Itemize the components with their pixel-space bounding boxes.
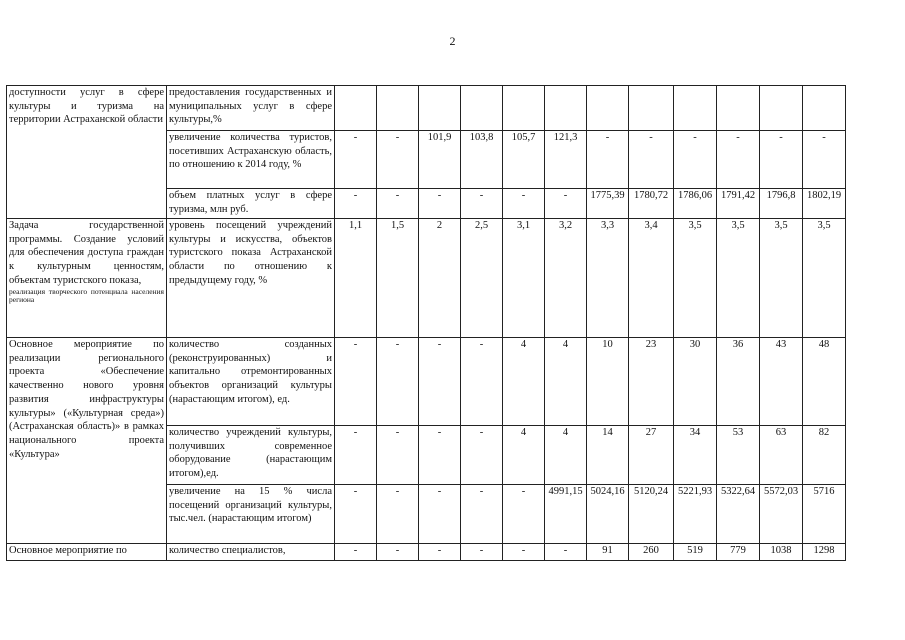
value-cell: 4 bbox=[503, 338, 545, 426]
value-cell: 103,8 bbox=[461, 131, 503, 189]
value-cell: - bbox=[419, 426, 461, 485]
value-cell: - bbox=[760, 131, 803, 189]
value-cell: 27 bbox=[629, 426, 674, 485]
value-cell: - bbox=[335, 544, 377, 561]
value-cell bbox=[335, 86, 377, 131]
value-cell: 5120,24 bbox=[629, 485, 674, 544]
value-cell: - bbox=[419, 544, 461, 561]
indicator-cell: увеличение количества туристов, посетивших Астраханскую область, по отношению к 2014 году, % bbox=[167, 131, 335, 189]
value-cell: 5716 bbox=[803, 485, 846, 544]
value-cell: 2,5 bbox=[461, 219, 503, 338]
value-cell bbox=[377, 86, 419, 131]
value-cell: - bbox=[803, 131, 846, 189]
value-cell: - bbox=[461, 426, 503, 485]
value-cell: 1298 bbox=[803, 544, 846, 561]
table-row bbox=[7, 86, 846, 131]
value-cell: 779 bbox=[717, 544, 760, 561]
value-cell: - bbox=[335, 338, 377, 426]
value-cell: 1780,72 bbox=[629, 189, 674, 219]
value-cell: - bbox=[545, 189, 587, 219]
value-cell: 1796,8 bbox=[760, 189, 803, 219]
value-cell: 4991,15 bbox=[545, 485, 587, 544]
table-row bbox=[7, 338, 846, 426]
table-row bbox=[7, 219, 846, 338]
indicator-cell: количество созданных (реконструированных) и капитально отремонтированных объектов организаций культуры (нарастающим итогом), ед. bbox=[167, 338, 335, 426]
indicator-cell: объем платных услуг в сфере туризма, млн руб. bbox=[167, 189, 335, 219]
value-cell: 2 bbox=[419, 219, 461, 338]
goal-cell bbox=[7, 219, 167, 338]
value-cell bbox=[503, 86, 545, 131]
value-cell: 3,5 bbox=[674, 219, 717, 338]
value-cell: - bbox=[545, 544, 587, 561]
value-cell: - bbox=[717, 131, 760, 189]
page-number: 2 bbox=[449, 34, 456, 48]
value-cell: - bbox=[587, 131, 629, 189]
value-cell: 3,5 bbox=[717, 219, 760, 338]
value-cell: 260 bbox=[629, 544, 674, 561]
value-cell: 3,5 bbox=[760, 219, 803, 338]
value-cell: - bbox=[377, 131, 419, 189]
value-cell: - bbox=[419, 189, 461, 219]
value-cell: - bbox=[335, 189, 377, 219]
indicator-cell: увеличение на 15 % числа посещений организаций культуры, тыс.чел. (нарастающим итогом) bbox=[167, 485, 335, 544]
value-cell: - bbox=[377, 189, 419, 219]
value-cell: - bbox=[503, 544, 545, 561]
value-cell: 1,5 bbox=[377, 219, 419, 338]
value-cell: 4 bbox=[545, 426, 587, 485]
value-cell: - bbox=[377, 544, 419, 561]
value-cell: 14 bbox=[587, 426, 629, 485]
value-cell: 105,7 bbox=[503, 131, 545, 189]
indicator-cell: уровень посещений учреждений культуры и искусства, объектов туристского показа Астраханской области по отношению к предыдущему году, % bbox=[167, 219, 335, 338]
indicator-cell: количество специалистов, bbox=[167, 544, 335, 561]
indicators-table bbox=[6, 85, 846, 561]
value-cell: - bbox=[503, 189, 545, 219]
value-cell: 63 bbox=[760, 426, 803, 485]
value-cell: - bbox=[335, 485, 377, 544]
value-cell bbox=[629, 86, 674, 131]
value-cell: - bbox=[419, 338, 461, 426]
value-cell bbox=[545, 86, 587, 131]
value-cell: 3,3 bbox=[587, 219, 629, 338]
value-cell: 3,2 bbox=[545, 219, 587, 338]
value-cell: 4 bbox=[503, 426, 545, 485]
value-cell: 82 bbox=[803, 426, 846, 485]
value-cell: 4 bbox=[545, 338, 587, 426]
indicator-cell: предоставления государственных и муниципальных услуг в сфере культуры,% bbox=[167, 86, 335, 131]
value-cell: - bbox=[461, 485, 503, 544]
value-cell: 53 bbox=[717, 426, 760, 485]
value-cell: 3,4 bbox=[629, 219, 674, 338]
value-cell: 519 bbox=[674, 544, 717, 561]
table-row bbox=[7, 544, 846, 561]
goal-text: Задача государственной программы. Создание условий для обеспечения доступа граждан к культурным ценностям, объектам туристского показа, bbox=[9, 220, 164, 286]
value-cell: 23 bbox=[629, 338, 674, 426]
value-cell: 5322,64 bbox=[717, 485, 760, 544]
value-cell bbox=[461, 86, 503, 131]
value-cell: - bbox=[461, 189, 503, 219]
value-cell bbox=[419, 86, 461, 131]
value-cell: 48 bbox=[803, 338, 846, 426]
goal-cell: доступности услуг в сфере культуры и туризма на территории Астраханской области bbox=[7, 86, 167, 219]
value-cell bbox=[587, 86, 629, 131]
value-cell: 101,9 bbox=[419, 131, 461, 189]
value-cell: - bbox=[674, 131, 717, 189]
goal-cell: Основное мероприятие по реализации регионального проекта «Обеспечение качественно нового уровня развития инфраструктуры культуры» («Культурная среда») (Астраханская область)» в рамках национального проекта «Культура» bbox=[7, 338, 167, 544]
value-cell: 1791,42 bbox=[717, 189, 760, 219]
value-cell: 34 bbox=[674, 426, 717, 485]
value-cell: 30 bbox=[674, 338, 717, 426]
indicator-cell: количество учреждений культуры, получивших современное оборудование (нарастающим итогом),ед. bbox=[167, 426, 335, 485]
value-cell: 43 bbox=[760, 338, 803, 426]
value-cell: 1786,06 bbox=[674, 189, 717, 219]
value-cell: 121,3 bbox=[545, 131, 587, 189]
value-cell: - bbox=[629, 131, 674, 189]
value-cell: 5221,93 bbox=[674, 485, 717, 544]
value-cell: - bbox=[419, 485, 461, 544]
value-cell: - bbox=[461, 338, 503, 426]
value-cell: - bbox=[377, 338, 419, 426]
value-cell: 1,1 bbox=[335, 219, 377, 338]
value-cell: 5572,03 bbox=[760, 485, 803, 544]
value-cell: - bbox=[503, 485, 545, 544]
value-cell bbox=[717, 86, 760, 131]
value-cell bbox=[760, 86, 803, 131]
value-cell: - bbox=[335, 426, 377, 485]
value-cell: 5024,16 bbox=[587, 485, 629, 544]
goal-cell: Основное мероприятие по bbox=[7, 544, 167, 561]
value-cell: 3,5 bbox=[803, 219, 846, 338]
value-cell bbox=[803, 86, 846, 131]
value-cell: - bbox=[377, 426, 419, 485]
value-cell bbox=[674, 86, 717, 131]
value-cell: 36 bbox=[717, 338, 760, 426]
value-cell: 1802,19 bbox=[803, 189, 846, 219]
value-cell: 3,1 bbox=[503, 219, 545, 338]
value-cell: 10 bbox=[587, 338, 629, 426]
goal-small-text: реализация творческого потенциала населения региона bbox=[9, 286, 164, 304]
value-cell: - bbox=[377, 485, 419, 544]
value-cell: - bbox=[461, 544, 503, 561]
value-cell: 1775,39 bbox=[587, 189, 629, 219]
value-cell: - bbox=[335, 131, 377, 189]
value-cell: 91 bbox=[587, 544, 629, 561]
value-cell: 1038 bbox=[760, 544, 803, 561]
